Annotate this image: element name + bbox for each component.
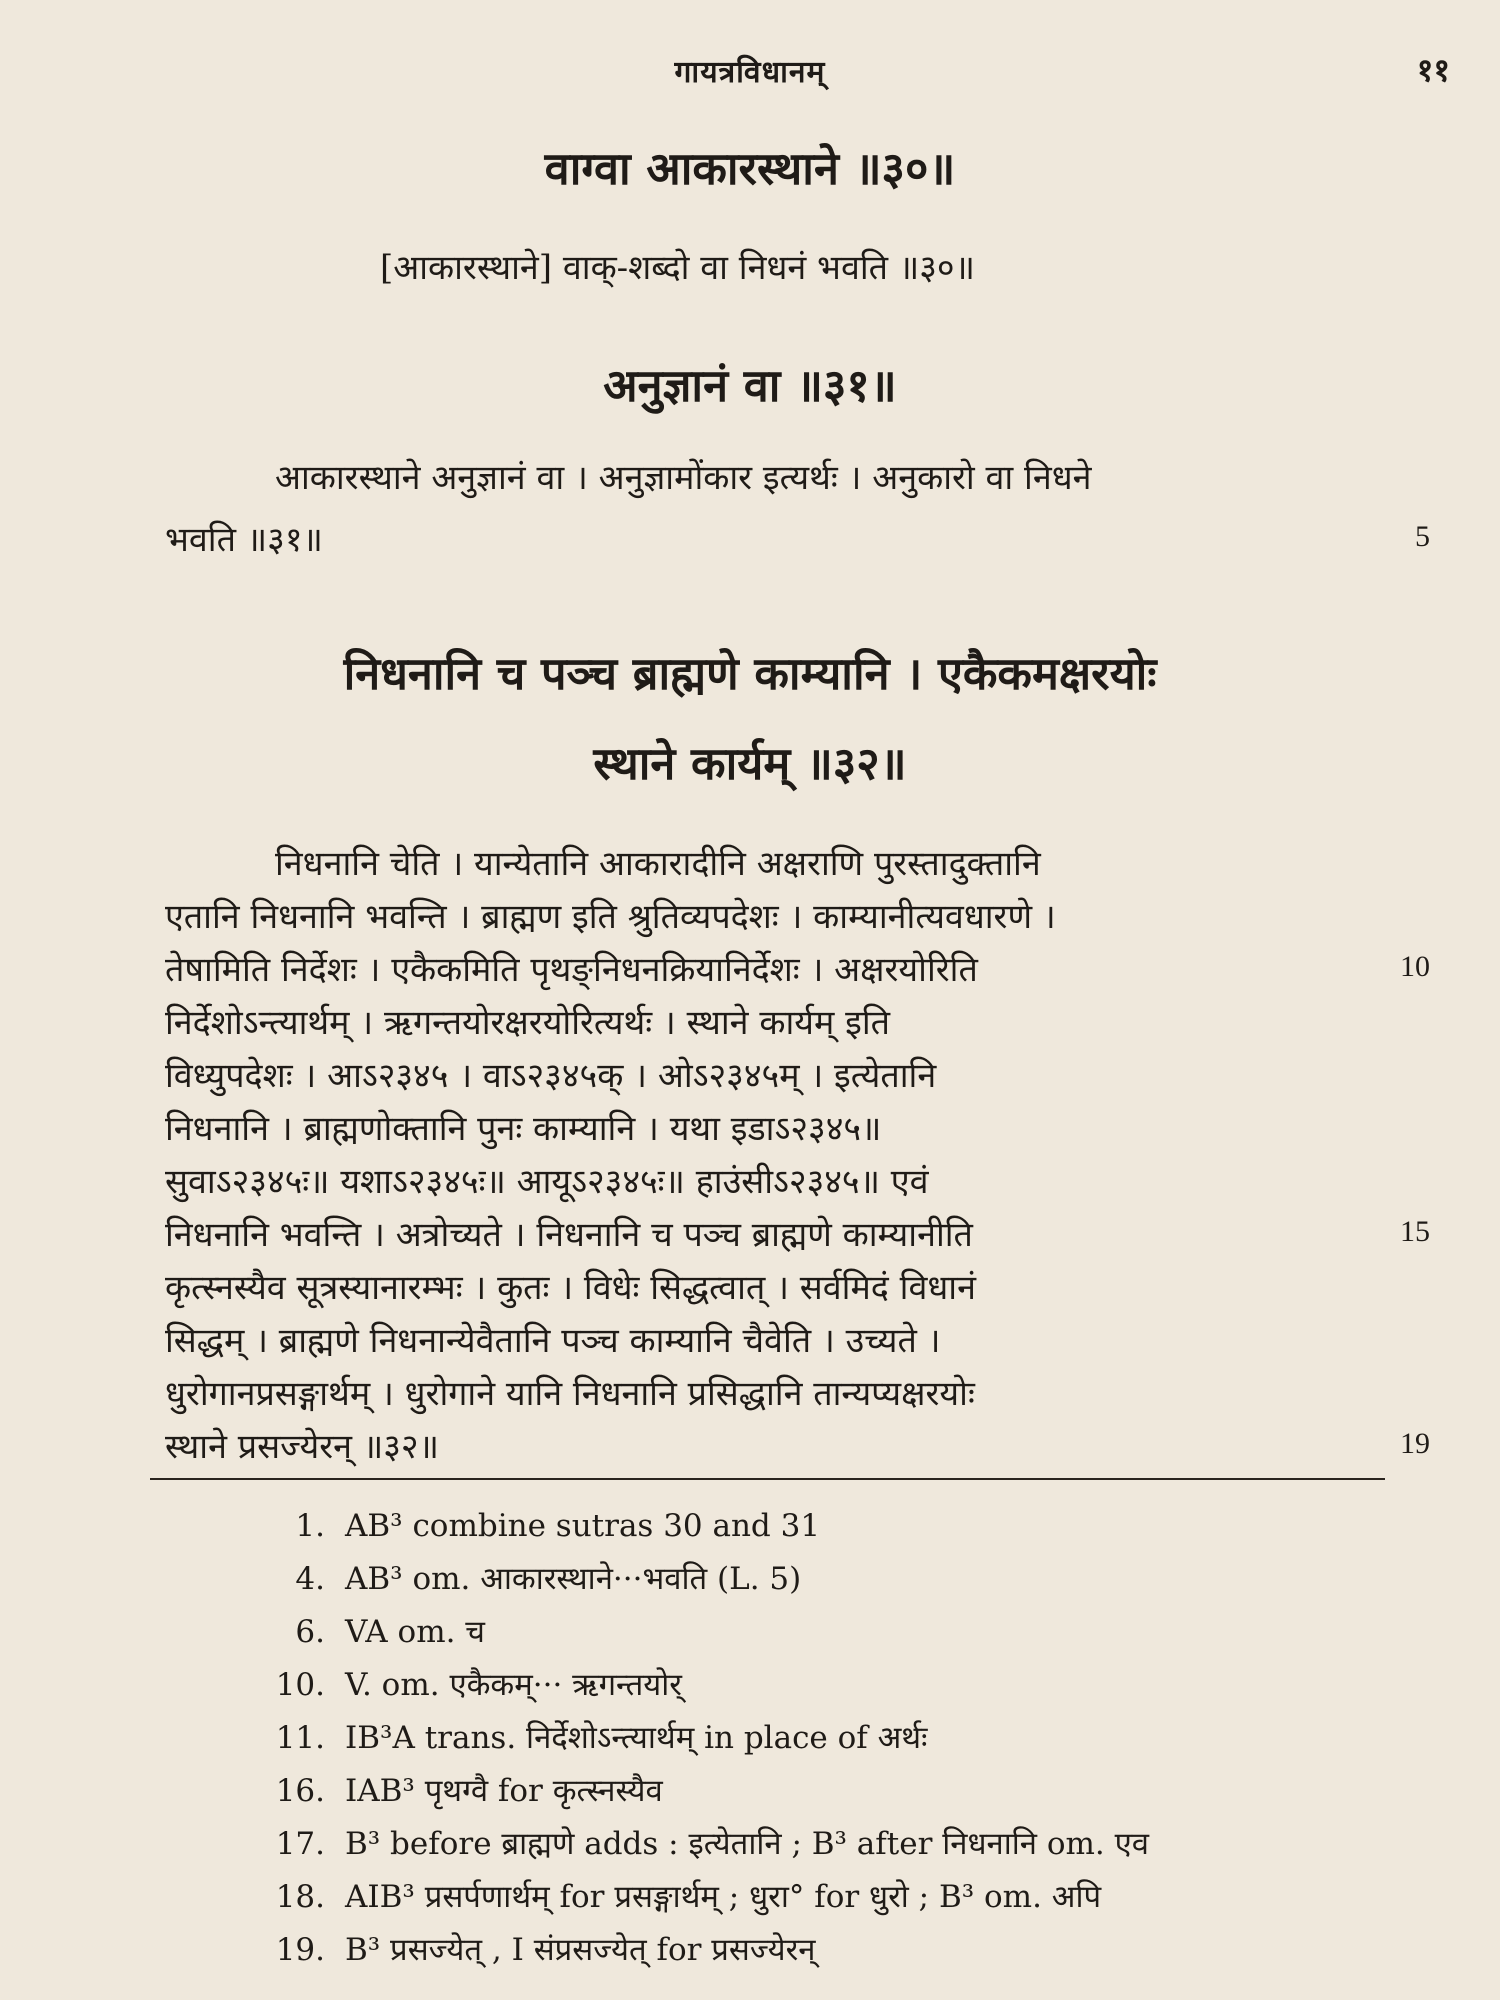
sutra-31: अनुज्ञानं वा ॥३१॥: [603, 359, 897, 412]
commentary-32-line-4: निर्देशोऽन्त्यार्थम् । ऋगन्तयोरक्षरयोरित्यर्थः । स्थाने कार्यम् इति: [165, 1003, 891, 1043]
commentary-32-line-9: कृत्स्नस्यैव सूत्रस्यानारम्भः । कुतः । विधेः सिद्धत्वात् । सर्वमिदं विधानं: [165, 1268, 976, 1308]
footnote-text: B³ प्रसज्येत् , I संप्रसज्येत् for प्रसज्येरन्: [345, 1932, 816, 1968]
footnote-number: 6.: [295, 1614, 325, 1650]
footnote: [240, 1871, 1420, 1924]
line-number-10: 10: [1400, 950, 1430, 983]
footnote: [240, 1500, 1420, 1553]
commentary-30: [आकारस्थाने] वाक्-शब्दो वा निधनं भवति ॥३०॥: [380, 248, 975, 288]
running-title: गायत्रविधानम्: [674, 55, 826, 90]
footnote-number: 10.: [275, 1667, 325, 1703]
commentary-32-line-5: विध्युपदेशः । आऽ२३४५ । वाऽ२३४५क् । ओऽ२३४५म् । इत्येतानि: [165, 1056, 937, 1096]
footnote: [240, 1606, 1420, 1659]
footnote: [240, 1712, 1420, 1765]
commentary-32-line-12: स्थाने प्रसज्येरन् ॥३२॥: [165, 1427, 439, 1467]
commentary-32-line-3: तेषामिति निर्देशः । एकैकमिति पृथङ्निधनक्रियानिर्देशः । अक्षरयोरिति: [165, 950, 978, 990]
sutra-32-line-1: निधनानि च पञ्च ब्राह्मणे काम्यानि । एकैकमक्षरयोः: [343, 647, 1157, 700]
commentary-32-line-8: निधनानि भवन्ति । अत्रोच्यते । निधनानि च पञ्च ब्राह्मणे काम्यानीति: [165, 1215, 973, 1255]
footnote-text: AB³ combine sutras 30 and 31: [345, 1508, 821, 1544]
line-number-5: 5: [1415, 520, 1430, 553]
commentary-32-line-7: सुवाऽ२३४५ः॥ यशाऽ२३४५ः॥ आयूऽ२३४५ः॥ हाउंसीऽ२३४५॥ एवं: [165, 1162, 929, 1202]
footnote-text: AB³ om. आकारस्थाने···भवति (L. 5): [345, 1561, 802, 1597]
commentary-31-line-1: आकारस्थाने अनुज्ञानं वा । अनुज्ञामोंकार इत्यर्थः । अनुकारो वा निधने: [275, 458, 1092, 498]
footnote-text: AIB³ प्रसर्पणार्थम् for प्रसङ्गार्थम् ; धुरा° for धुरो ; B³ om. अपि: [345, 1879, 1102, 1915]
footnote: [240, 1818, 1420, 1871]
footnote-text: VA om. च: [345, 1614, 485, 1650]
commentary-32-line-6: निधनानि । ब्राह्मणोक्तानि पुनः काम्यानि । यथा इडाऽ२३४५॥: [165, 1109, 882, 1149]
footnotes: [240, 1500, 1420, 1977]
sutra-32-line-2: स्थाने कार्यम् ॥३२॥: [593, 737, 907, 790]
footnote-text: B³ before ब्राह्मणे adds : इत्येतानि ; B³ after निधनानि om. एव: [345, 1826, 1150, 1862]
sutra-30: वाग्वा आकारस्थाने ॥३०॥: [544, 142, 956, 195]
footnote-text: V. om. एकैकम्··· ऋगन्तयोर्: [345, 1667, 682, 1703]
footnote-number: 16.: [275, 1773, 325, 1809]
line-number-15: 15: [1400, 1215, 1430, 1248]
footnote-text: IB³A trans. निर्देशोऽन्त्यार्थम् in place of अर्थः: [345, 1720, 928, 1756]
commentary-32-line-11: धुरोगानप्रसङ्गार्थम् । धुरोगाने यानि निधनानि प्रसिद्धानि तान्यप्यक्षरयोः: [165, 1374, 975, 1414]
footnote: [240, 1553, 1420, 1606]
commentary-32-line-10: सिद्धम् । ब्राह्मणे निधनान्येवैतानि पञ्च काम्यानि चैवेति । उच्यते ।: [165, 1321, 941, 1361]
footnote-divider: [150, 1478, 1385, 1480]
footnote: [240, 1659, 1420, 1712]
footnote-number: 19.: [275, 1932, 325, 1968]
commentary-32-line-2: एतानि निधनानि भवन्ति । ब्राह्मण इति श्रुतिव्यपदेशः । काम्यानीत्यवधारणे ।: [165, 897, 1056, 937]
footnote: [240, 1924, 1420, 1977]
footnote-number: 17.: [275, 1826, 325, 1862]
footnote: [240, 1765, 1420, 1818]
commentary-32-line-1: निधनानि चेति । यान्येतानि आकारादीनि अक्षराणि पुरस्तादुक्तानि: [275, 844, 1041, 884]
line-number-19: 19: [1400, 1427, 1430, 1460]
footnote-text: IAB³ पृथग्वै for कृत्स्नस्यैव: [345, 1773, 663, 1809]
footnote-number: 4.: [295, 1561, 325, 1597]
footnote-number: 1.: [295, 1508, 325, 1544]
page-number: ११: [1416, 51, 1450, 89]
commentary-31-line-2: भवति ॥३१॥: [165, 520, 323, 560]
footnote-number: 11.: [275, 1720, 325, 1756]
footnote-number: 18.: [275, 1879, 325, 1915]
